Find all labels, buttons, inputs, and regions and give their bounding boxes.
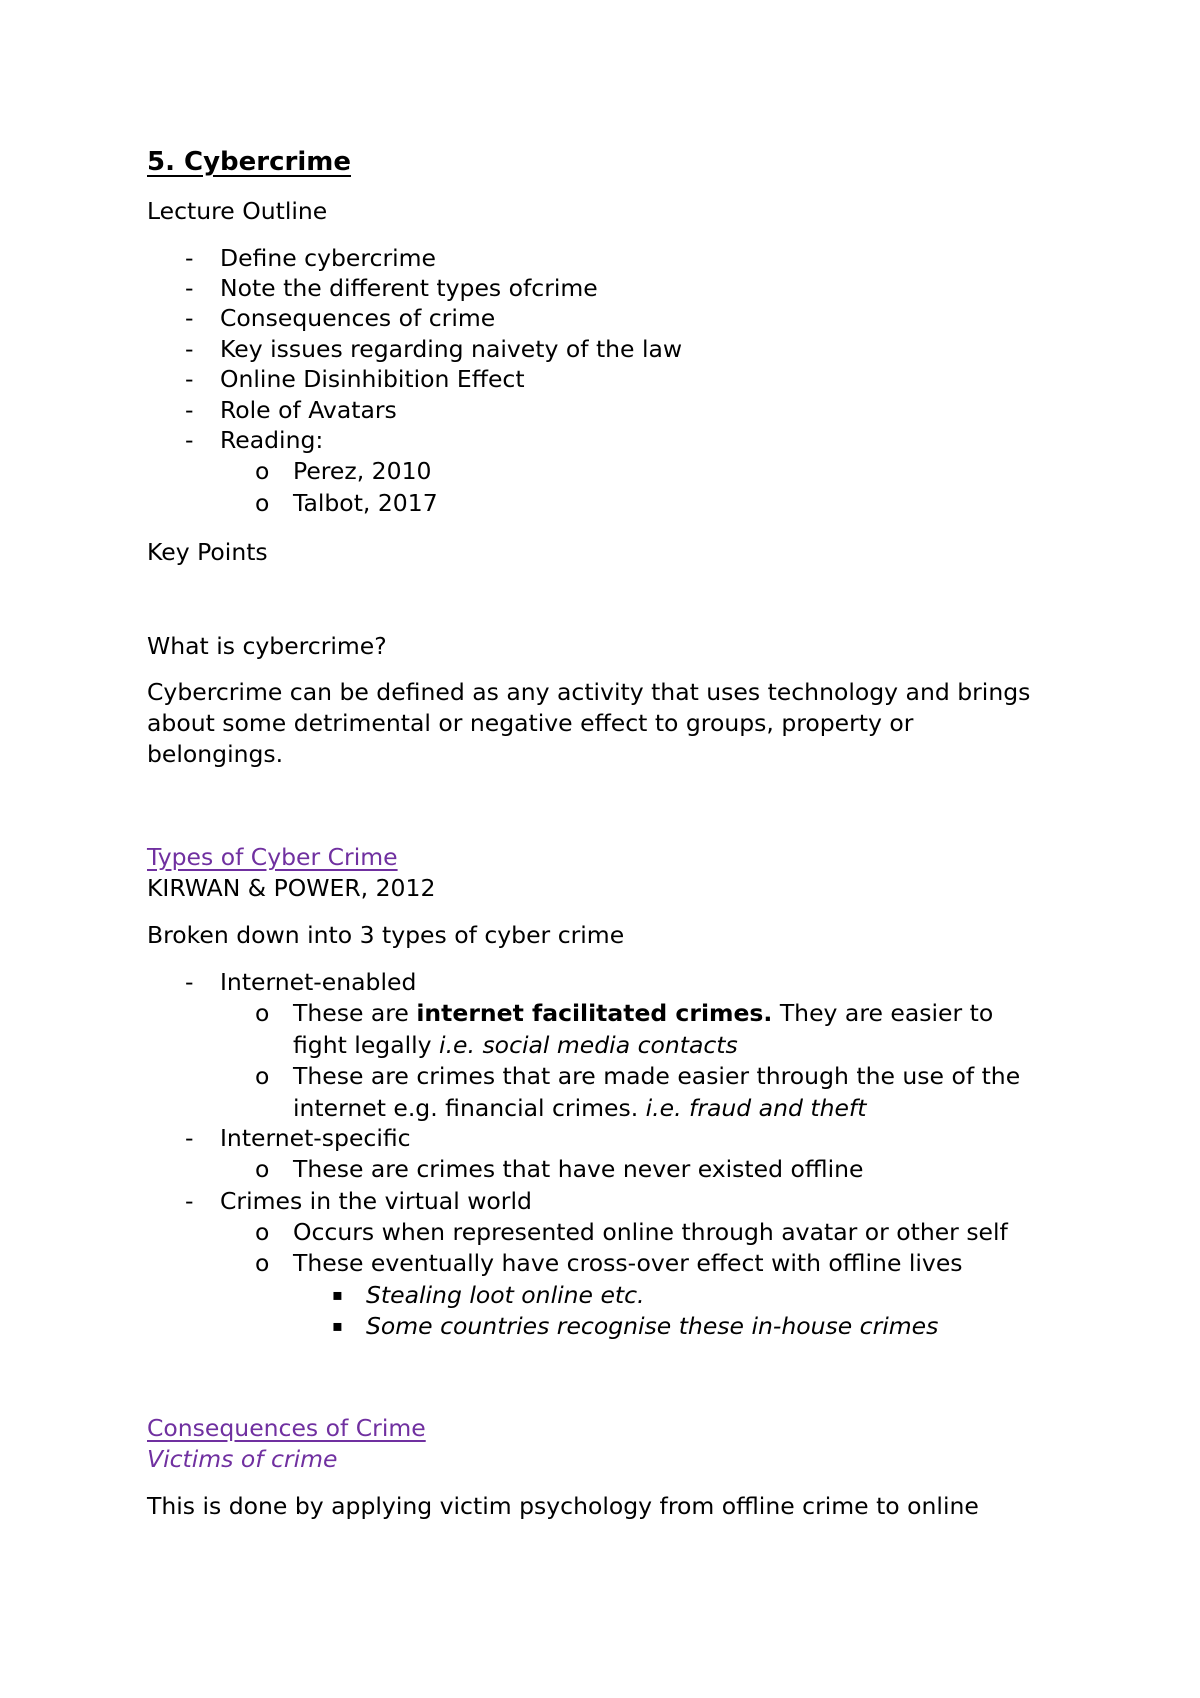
sub-item: These are crimes that have never existed offline (293, 1155, 864, 1183)
bullet-square: ▪ (332, 1285, 343, 1304)
bullet-dash: - (185, 1124, 194, 1152)
bullet-circle: o (255, 1218, 270, 1246)
text: These are (293, 999, 417, 1027)
outline-item: Reading: (220, 426, 324, 454)
italic-text: i.e. social media contacts (439, 1031, 738, 1059)
outline-item: Note the different types ofcrime (220, 274, 598, 302)
bullet-circle: o (255, 457, 270, 485)
victims-text: This is done by applying victim psychology from offline crime to online (147, 1492, 979, 1520)
bullet-dash: - (185, 304, 194, 332)
bullet-circle: o (255, 999, 270, 1027)
sub-item-continuation (293, 1094, 866, 1122)
bullet-dash: - (185, 335, 194, 363)
sub-sub-item: Stealing loot online etc. (366, 1281, 645, 1309)
types-heading-link[interactable]: Types of Cyber Crime (147, 843, 398, 871)
type-item-virtual: Crimes in the virtual world (220, 1187, 532, 1215)
citation: KIRWAN & POWER, 2012 (147, 874, 436, 902)
italic-text: i.e. fraud and theft (645, 1094, 867, 1122)
outline-item: Key issues regarding naivety of the law (220, 335, 683, 363)
page-title: 5. Cybercrime (147, 147, 351, 177)
key-points-heading: Key Points (147, 538, 268, 566)
outline-item: Online Disinhibition Effect (220, 365, 525, 393)
victims-subheading: Victims of crime (147, 1445, 338, 1473)
bullet-dash: - (185, 274, 194, 302)
bullet-circle: o (255, 1249, 270, 1277)
broken-down-text: Broken down into 3 types of cyber crime (147, 921, 625, 949)
bold-text: internet facilitated crimes. (416, 999, 773, 1027)
bullet-circle: o (255, 1155, 270, 1183)
text: internet e.g. financial crimes. (293, 1094, 646, 1122)
sub-item: Occurs when represented online through avatar or other self (293, 1218, 1008, 1246)
text: They are easier to (772, 999, 994, 1027)
type-item-internet-enabled: Internet-enabled (220, 968, 417, 996)
bullet-dash: - (185, 968, 194, 996)
outline-heading: Lecture Outline (147, 197, 328, 225)
sub-sub-item: Some countries recognise these in-house crimes (366, 1312, 939, 1340)
bullet-dash: - (185, 426, 194, 454)
consequences-heading-link[interactable]: Consequences of Crime (147, 1414, 426, 1442)
definition-line: about some detrimental or negative effect to groups, property or (147, 709, 914, 737)
sub-item: These eventually have cross-over effect with offline lives (293, 1249, 963, 1277)
sub-item-continuation (293, 1031, 738, 1059)
reading-item: Talbot, 2017 (293, 489, 438, 517)
sub-item (293, 999, 993, 1027)
definition-line: belongings. (147, 740, 284, 768)
definition-line: Cybercrime can be defined as any activity that uses technology and brings (147, 678, 1031, 706)
reading-item: Perez, 2010 (293, 457, 432, 485)
bullet-dash: - (185, 365, 194, 393)
bullet-square: ▪ (332, 1316, 343, 1335)
sub-item: These are crimes that are made easier through the use of the (293, 1062, 1021, 1090)
question-heading: What is cybercrime? (147, 632, 387, 660)
outline-item: Consequences of crime (220, 304, 496, 332)
type-item-internet-specific: Internet-specific (220, 1124, 411, 1152)
text: fight legally (293, 1031, 440, 1059)
bullet-circle: o (255, 1062, 270, 1090)
bullet-dash: - (185, 396, 194, 424)
bullet-dash: - (185, 244, 194, 272)
bullet-circle: o (255, 489, 270, 517)
outline-item: Define cybercrime (220, 244, 436, 272)
bullet-dash: - (185, 1187, 194, 1215)
outline-item: Role of Avatars (220, 396, 397, 424)
